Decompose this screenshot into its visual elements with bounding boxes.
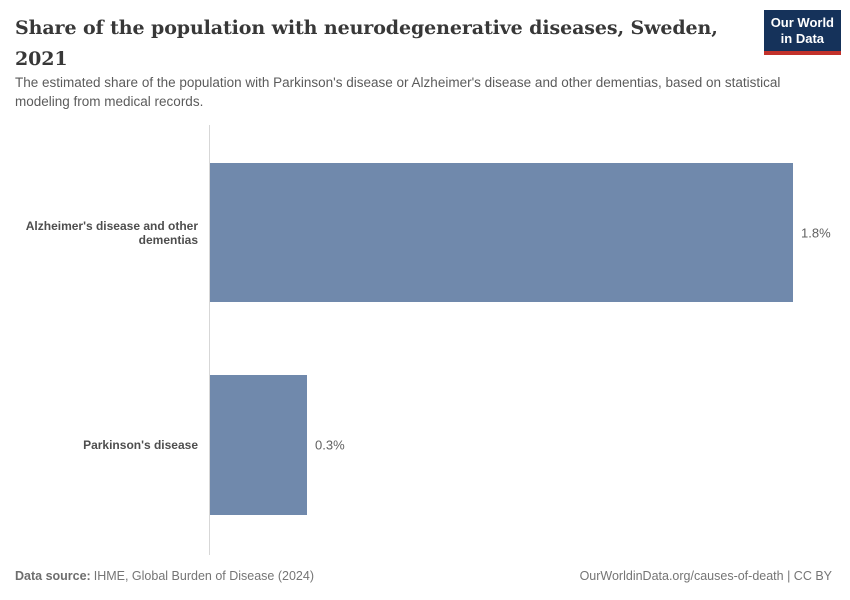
chart-title: [15, 13, 760, 75]
data-source-text: IHME, Global Burden of Disease (2024): [93, 569, 314, 583]
bar-category-label: Parkinson's disease: [83, 438, 198, 452]
chart-title-line1: Share of the population with neurodegenerative diseases, Sweden,: [15, 17, 718, 39]
chart-title-line2: 2021: [15, 48, 68, 70]
bar-value-label: 0.3%: [315, 437, 345, 453]
data-source-note: [15, 568, 314, 584]
chart-footer: [15, 568, 832, 584]
bar[interactable]: [210, 375, 307, 515]
bar[interactable]: [210, 163, 793, 302]
bar-value-label: 1.8%: [801, 225, 831, 240]
owid-logo-line2: in Data: [780, 31, 825, 46]
data-source-label: Data source:: [15, 569, 91, 583]
chart-subtitle: The estimated share of the population with Parkinson's disease or Alzheimer's disease and other dementias, based on statistical modeling from medical records.: [15, 75, 781, 109]
credit-link[interactable]: OurWorldinData.org/causes-of-death | CC BY: [579, 569, 832, 583]
bar-chart: [0, 125, 850, 555]
owid-logo[interactable]: [764, 10, 841, 55]
bar-category-label: Alzheimer's disease and other dementias: [25, 218, 198, 247]
owid-logo-line1: Our World: [770, 15, 834, 30]
